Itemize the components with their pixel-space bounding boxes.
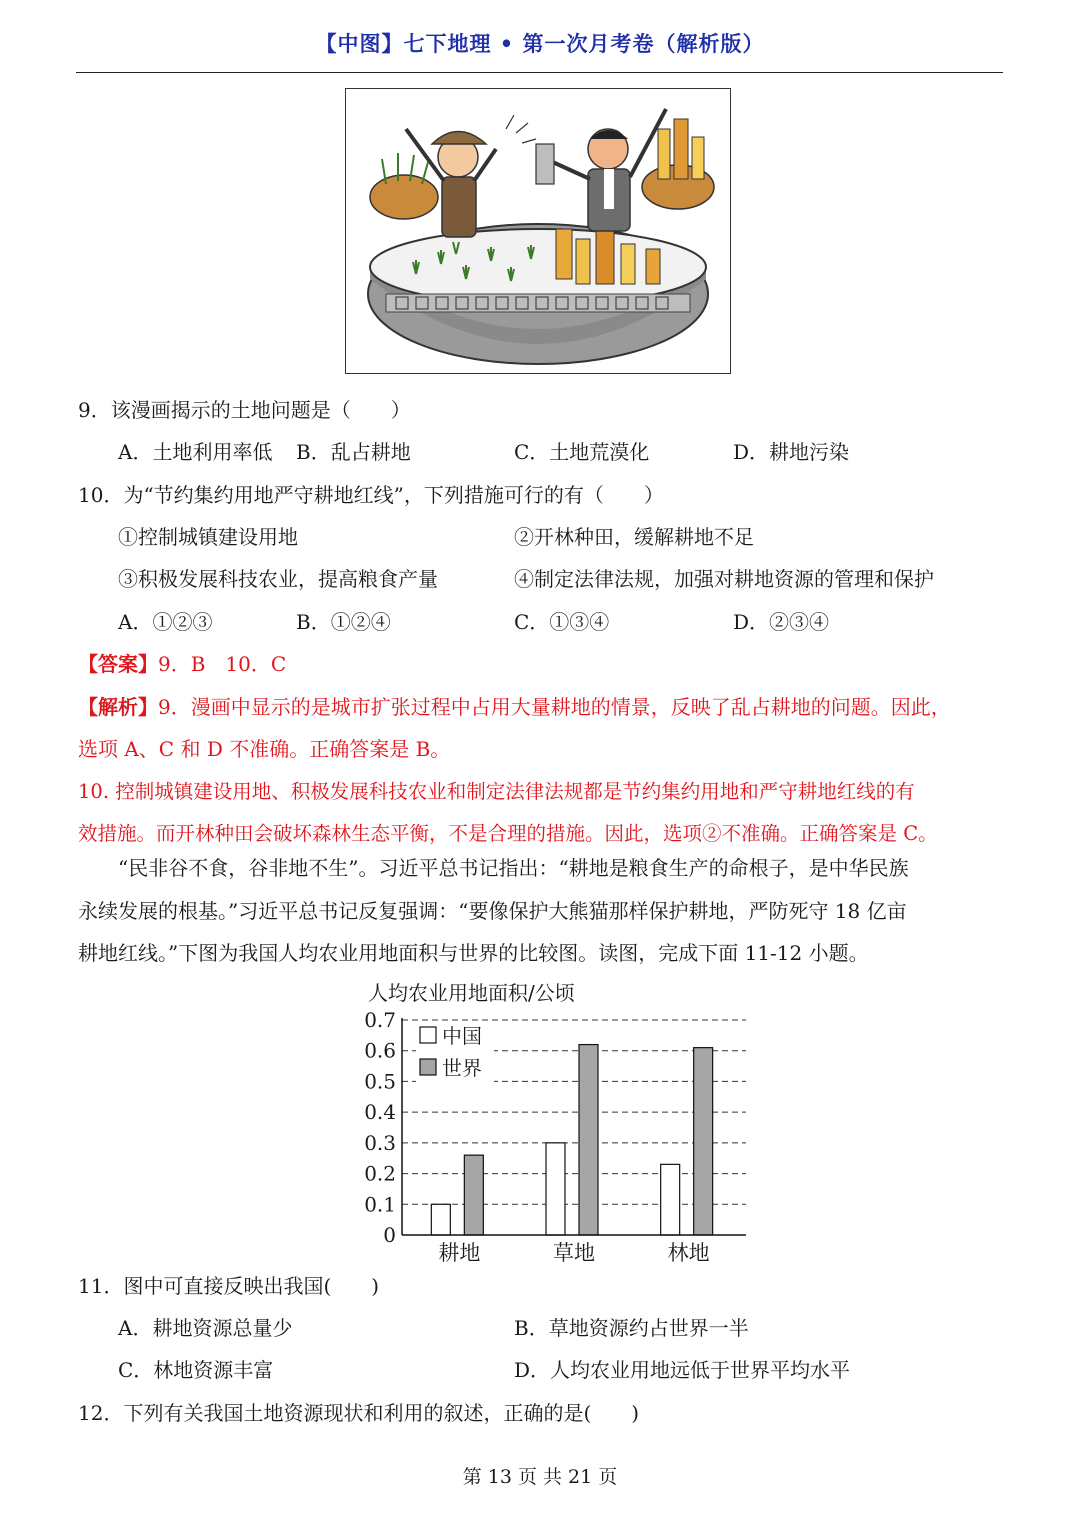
chart-svg	[356, 978, 756, 1268]
q10-option-a: A．①②③	[118, 610, 213, 634]
analysis-line-4: 效措施。而开林种田会破坏森林生态平衡，不是合理的措施。因此，选项②不准确。正确答案是 C。	[78, 822, 938, 845]
passage-line-2: 永续发展的根基。”习近平总书记反复强调：“要像保护大熊猫那样保护耕地，严防死守 18 亿亩	[78, 899, 907, 923]
q10-option-c: C．①③④	[514, 610, 610, 634]
bar-世界-草地	[579, 1045, 598, 1235]
q9-option-b: B．乱占耕地	[296, 440, 411, 464]
answer-line	[78, 654, 286, 674]
page-header: 【中图】七下地理 • 第一次月考卷（解析版）	[315, 31, 765, 56]
q10-statement-3: ③积极发展科技农业，提高粮食产量	[118, 567, 438, 591]
y-tick-label: 0.3	[364, 1130, 396, 1155]
legend-swatch-world	[420, 1059, 436, 1075]
q10-statement-2: ②开林种田，缓解耕地不足	[514, 525, 754, 549]
agricultural-land-chart	[356, 978, 756, 1272]
answer-tag: 【答案】	[78, 652, 158, 676]
y-tick-label: 0	[383, 1223, 396, 1247]
q11-option-a: A．耕地资源总量少	[118, 1316, 293, 1340]
header-rule	[76, 72, 1003, 73]
passage-line-1: “民非谷不食，谷非地不生”。习近平总书记指出：“耕地是粮食生产的命根子，是中华民族	[118, 856, 909, 880]
x-tick-label: 林地	[667, 1241, 710, 1265]
question-9-stem: 9．该漫画揭示的土地问题是（ ）	[78, 398, 411, 422]
chart-x-labels	[438, 1241, 709, 1265]
q9-option-a: A．土地利用率低	[118, 440, 273, 464]
legend-label-china: 中国	[442, 1024, 482, 1048]
answer-text: 9．B 10．C	[158, 652, 287, 676]
y-tick-label: 0.6	[364, 1038, 396, 1063]
question-11-stem: 11．图中可直接反映出我国( )	[78, 1274, 380, 1298]
land-cartoon-illustration	[345, 88, 731, 374]
analysis-tag: 【解析】	[78, 695, 158, 719]
x-tick-label: 草地	[553, 1241, 595, 1265]
q10-option-d: D．②③④	[733, 610, 830, 634]
y-tick-label: 0.1	[364, 1192, 396, 1217]
y-tick-label: 0.7	[364, 1008, 396, 1032]
bar-中国-草地	[546, 1143, 565, 1235]
q9-option-d: D．耕地污染	[733, 440, 850, 464]
analysis-line-1	[78, 697, 951, 717]
y-tick-label: 0.2	[364, 1161, 396, 1186]
bar-世界-林地	[694, 1048, 713, 1235]
q10-statement-4: ④制定法律法规，加强对耕地资源的管理和保护	[514, 567, 934, 591]
y-tick-label: 0.4	[364, 1100, 396, 1125]
q11-option-b: B．草地资源约占世界一半	[514, 1316, 749, 1340]
q10-statement-1: ①控制城镇建设用地	[118, 525, 298, 549]
y-tick-label: 0.5	[364, 1069, 396, 1094]
q11-option-d: D．人均农业用地远低于世界平均水平	[514, 1358, 851, 1382]
analysis-line-2: 选项 A、C 和 D 不准确。正确答案是 B。	[78, 737, 451, 761]
chart-legend	[416, 1022, 494, 1086]
q10-option-b: B．①②④	[296, 610, 391, 634]
chart-title: 人均农业用地面积/公顷	[368, 981, 575, 1005]
q9-option-c: C．土地荒漠化	[514, 440, 650, 464]
chart-y-ticks	[364, 1008, 396, 1247]
legend-swatch-china	[420, 1027, 436, 1043]
q11-option-c: C．林地资源丰富	[118, 1358, 274, 1382]
analysis-text-1: 9．漫画中显示的是城市扩张过程中占用大量耕地的情景，反映了乱占耕地的问题。因此，	[158, 695, 951, 719]
page-footer: 第 13 页 共 21 页	[462, 1466, 618, 1488]
analysis-line-3: 10. 控制城镇建设用地、积极发展科技农业和制定法律法规都是节约集约用地和严守耕地红线的有	[78, 780, 915, 803]
cartoon-drawing	[346, 89, 730, 373]
x-tick-label: 耕地	[438, 1241, 481, 1265]
bar-世界-耕地	[464, 1155, 483, 1235]
passage-line-3: 耕地红线。”下图为我国人均农业用地面积与世界的比较图。读图，完成下面 11-12 小题。	[78, 941, 869, 965]
bar-中国-林地	[661, 1164, 680, 1235]
question-10-stem: 10．为“节约集约用地严守耕地红线”，下列措施可行的有（ ）	[78, 483, 664, 507]
bar-中国-耕地	[431, 1204, 450, 1235]
legend-label-world: 世界	[442, 1056, 482, 1080]
question-12-stem: 12．下列有关我国土地资源现状和利用的叙述，正确的是( )	[78, 1401, 640, 1425]
